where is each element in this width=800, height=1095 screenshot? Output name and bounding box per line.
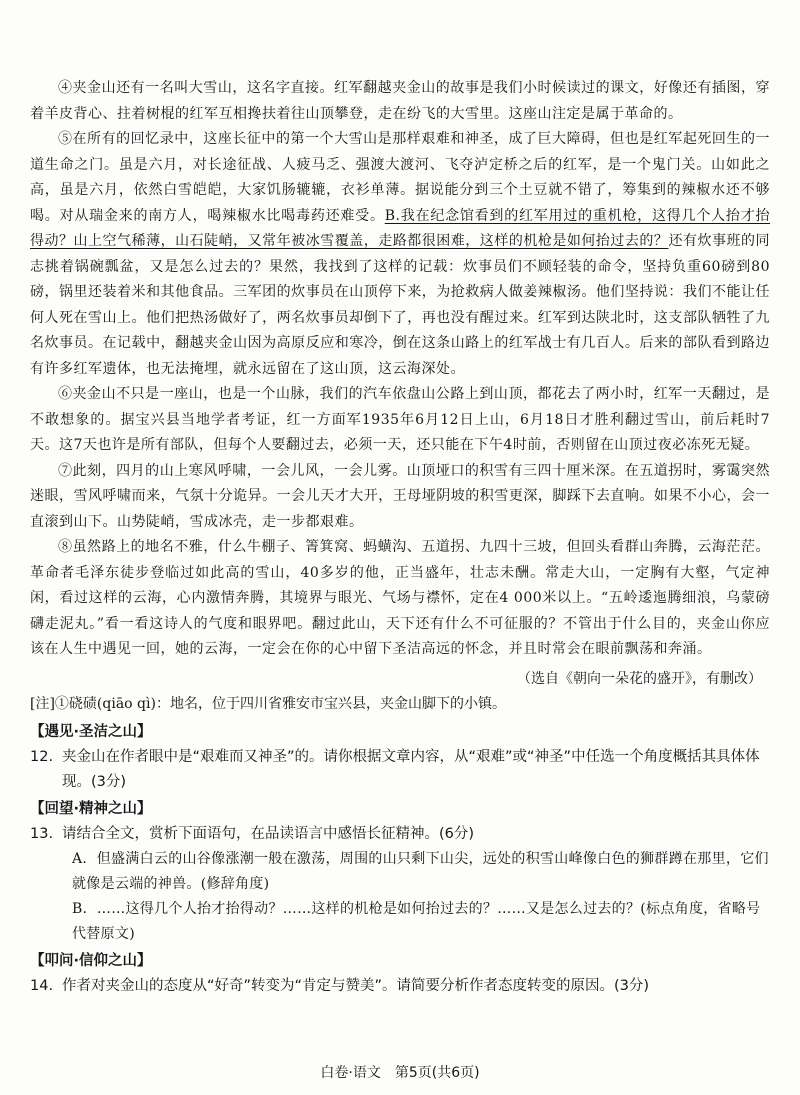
section-heading-encounter: 【遇见·圣洁之山】 (30, 723, 152, 740)
question-number: 14. (30, 977, 54, 994)
page-footer: 白卷·语文 第5页(共6页) (320, 1065, 480, 1081)
question-text: 作者对夹金山的态度从“好奇”转变为“肯定与赞美”。请简要分析作者态度转变的原因。(3分) (62, 977, 650, 994)
question-text: 夹金山在作者眼中是“艰难而又神圣”的。请你根据文章内容，从“艰难”或“神圣”中任选一个角度概括其具体体现。(3分) (62, 748, 760, 790)
underlined-sentence-b: B.我在纪念馆看到的红军用过的重机枪，这得几个人抬才抬得动？山上空气稀薄，山石陡峭，又常年被冰雪覆盖，走路都很困难，这样的机枪是如何抬过去的？ (30, 207, 770, 249)
paragraph-5 (30, 127, 770, 382)
paragraph-6: ⑥夹金山不只是一座山，也是一个山脉，我们的汽车依盘山公路上到山顶，都花去了两小时，红军一天翻过，是不敢想象的。据宝兴县当地学者考证，红一方面军1935年6月12日上山，6月18日才胜利翻过雪山，前后耗时7天。这7天也许是所有部队，但每个人要翻过去，必须一天，还只能在下午4时前，否则留在山顶过夜必冻死无疑。 (30, 386, 770, 453)
paragraph-5-text-b: 还有炊事班的同志挑着锅碗瓢盆，又是怎么过去的？果然，我找到了这样的记载：炊事员们不顾轻装的命令，坚持负重60磅到80磅，锅里还装着米和其他食品。三军团的炊事员在山顶停下来，为抢救病人做姜辣椒汤。他们坚持说：我们不能让任何人死在雪山上。他们把热汤做好了，两名炊事员却倒下了，再也没有醒过来。红军到达陕北时，这支部队牺牲了九名炊事员。在记载中，翻越夹金山因为高原反应和寒冷，倒在这条山路上的红军战士有几百人。后来的部队看到路边有许多红军遗体，也无法掩埋，就永远留在了这山顶，这云海深处。 (30, 233, 770, 377)
section-heading-review: 【回望·精神之山】 (30, 800, 152, 817)
source-citation: （选自《朝向一朵花的盛开》，有删改） (517, 670, 762, 687)
paragraph-5-text-a: ⑤在所有的回忆录中，这座长征中的第一个大雪山是那样艰难和神圣，成了巨大障碍，但也是红军起死回生的一道生命之门。虽是六月，对长途征战、人疲马乏、强渡大渡河、飞夺泸定桥之后的红军，是一个鬼门关。山如此之高，虽是六月，依然白雪皑皑，大家饥肠辘辘，衣衫单薄。据说能分到三个土豆就不错了，筹集到的辣椒水还不够喝。对从瑞金来的南方人，喝辣椒水比喝毒药还难受。 (30, 131, 770, 224)
question-14 (30, 974, 770, 999)
question-12 (30, 745, 770, 795)
question-number: 12. (30, 748, 54, 765)
question-13-option-a: A．但盛满白云的山谷像涨潮一般在激荡，周围的山只剩下山尖，远处的积雪山峰像白色的狮群蹲在那里，它们就像是云端的神兽。(修辞角度) (72, 850, 769, 892)
question-text: 请结合全文，赏析下面语句，在品读语言中感悟长征精神。(6分) (62, 825, 475, 842)
question-13 (30, 822, 770, 847)
footnote: [注]①硗碛(qiāo qì)：地名，位于四川省雅安市宝兴县，夹金山脚下的小镇。 (30, 696, 506, 712)
section-heading-inquiry: 【叩问·信仰之山】 (30, 952, 152, 969)
question-13-option-b: B．……这得几个人抬才抬得动？……这样的机枪是如何抬过去的？……又是怎么过去的？(标点角度，省略号代替原文) (72, 900, 761, 942)
paragraph-7: ⑦此刻，四月的山上寒风呼啸，一会儿风，一会儿雾。山顶垭口的积雪有三四十厘米深。在五道拐时，雾霭突然迷眼，雪风呼啸而来，气氛十分诡异。一会儿天才大开，王母垭阴坡的积雪更深，脚踩下去直响。如果不小心，会一直滚到山下。山势陡峭，雪成冰壳，走一步都艰难。 (30, 462, 770, 530)
paragraph-8: ⑧虽然路上的地名不雅，什么牛棚子、箐箕窝、蚂蟥沟、五道拐、九四十三坡，但回头看群山奔腾，云海茫茫。革命者毛泽东徒步登临过如此高的雪山，40多岁的他，正当盛年，壮志未酬。常走大山，一定胸有大壑，气定神闲，看过这样的云海，心内激情奔腾，其境界与眼光、气场与襟怀，定在4 000米以上。“五岭逶迤腾细浪，乌蒙磅礴走泥丸。”看一看这诗人的气度和眼界吧。翻过此山，天下还有什么不可征服的？不管出于什么目的，夹金山你应该在人生中遇见一回，她的云海，一定会在你的心中留下圣洁高远的怀念，并且时常会在眼前飘荡和奔涌。 (30, 539, 770, 657)
question-number: 13. (30, 825, 54, 842)
paragraph-4: ④夹金山还有一名叫大雪山，这名字直接。红军翻越夹金山的故事是我们小时候读过的课文，好像还有插图，穿着羊皮背心、拄着树棍的红军互相搀扶着往山顶攀登，走在纷飞的大雪里。这座山注定是属于革命的。 (30, 80, 770, 122)
